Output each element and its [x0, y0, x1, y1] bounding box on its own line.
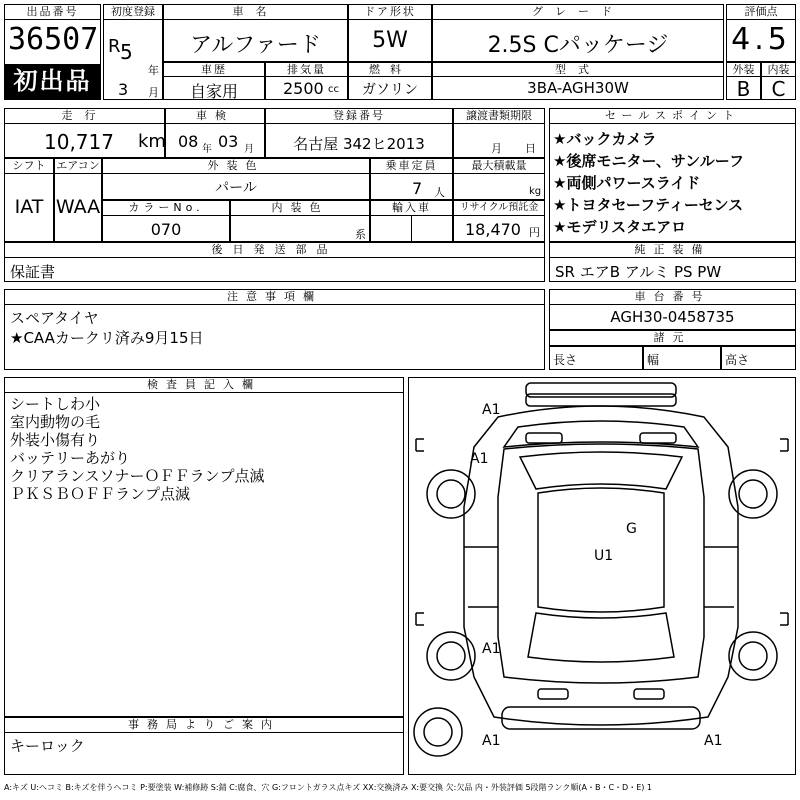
tail-light-right — [634, 689, 664, 699]
footer-legend: A:キズ U:ヘコミ B:キズを伴うヘコミ P:要塗装 W:補修跡 S:錆 C:腐食、穴 G:フロントガラス点キズ XX:交換済み X:要交換 欠:欠品 内・外装評価 5段階ランク順(A・B・C・D・E) 1 — [4, 783, 653, 792]
mark-rear-left: A1 — [482, 641, 501, 657]
door: 5W — [372, 28, 408, 53]
later-parts: 保証書 — [10, 263, 56, 281]
reg-month: 3 — [118, 80, 129, 99]
height-label: 高さ — [725, 353, 750, 367]
inspection-month: 03 — [218, 132, 239, 151]
spare-tire — [414, 708, 462, 756]
office-label: 事務局よりご案内 — [4, 717, 404, 733]
fuel: ガソリン — [362, 82, 418, 98]
shift-label: シフト — [4, 158, 54, 174]
reg-month-unit: 月 — [148, 86, 159, 99]
inspection-month-unit: 月 — [244, 144, 254, 155]
capacity: 7 — [412, 179, 423, 198]
inspection-year-unit: 年 — [202, 144, 212, 155]
sales-points-label: セールスポイント — [549, 108, 796, 124]
lot-number: 36507 — [8, 22, 99, 57]
displacement-label: 排気量 — [265, 62, 348, 77]
notes-line: スペアタイヤ — [10, 309, 99, 327]
mark-rear-bottom-right: A1 — [704, 733, 723, 749]
grade: 2.5S Cパッケージ — [487, 33, 669, 58]
displacement: 2500 — [283, 79, 324, 98]
equipment: SR エアB アルミ PS PW — [555, 263, 722, 281]
max-load-unit: kg — [529, 186, 542, 197]
wheel-rear-right-inner — [739, 642, 767, 670]
inspector-line: ＰＫＳＢＯＦＦランプ点滅 — [10, 485, 191, 503]
inspector-line: シートしわ小 — [10, 395, 101, 413]
max-load-label: 最大積載量 — [453, 158, 545, 174]
grille-left — [526, 433, 562, 443]
windshield — [520, 452, 682, 489]
sales-point-item: ★両側パワースライド — [553, 174, 701, 192]
interior-score: C — [771, 77, 786, 101]
era: R — [108, 36, 121, 57]
car-name-label: 車名 — [163, 4, 348, 20]
rear-glass — [528, 613, 674, 662]
fuel-label: 燃料 — [348, 62, 432, 77]
inspector-line: 室内動物の毛 — [10, 413, 101, 431]
color-no-label: カラーNo. — [102, 200, 230, 216]
mark-center: U1 — [594, 548, 614, 564]
notes-line: ★CAAカークリ済み9月15日 — [10, 329, 204, 347]
sales-point-item: ★トヨタセーフティーセンス — [553, 196, 744, 214]
spare-tire-inner — [424, 718, 452, 746]
history: 自家用 — [189, 82, 238, 101]
mark-front-left: A1 — [470, 451, 489, 467]
bracket-right — [780, 613, 788, 625]
grade-label: グレード — [432, 4, 724, 20]
transfer-month-unit: 月 — [491, 142, 502, 155]
door-label: ドア形状 — [348, 4, 432, 20]
dims-label: 諸元 — [549, 330, 796, 346]
first-listing-badge: 初出品 — [5, 64, 100, 99]
grille-right — [640, 433, 676, 443]
mileage-unit: km — [138, 131, 166, 152]
wheel-front-left-inner — [437, 480, 465, 508]
import-divider — [411, 216, 412, 242]
ac: WAA — [55, 196, 101, 218]
tail-light-left — [538, 689, 568, 699]
inspector-line: 外装小傷有り — [10, 431, 101, 449]
wheel-front-right-inner — [739, 480, 767, 508]
wheel-front-left — [427, 470, 475, 518]
equipment-label: 純正装備 — [549, 242, 796, 258]
score-label: 評価点 — [726, 4, 796, 20]
reg-number: 名古屋 342ヒ2013 — [293, 135, 425, 153]
exterior-score: B — [736, 77, 751, 101]
inspector-line: クリアランスソナーＯＦＦランプ点滅 — [10, 467, 265, 485]
wheel-rear-left — [427, 632, 475, 680]
inspector-label: 検査員記入欄 — [4, 377, 404, 393]
recycle: 18,470 — [465, 220, 521, 239]
bracket-left — [416, 613, 424, 625]
mirror-right — [780, 439, 788, 451]
front-bumper-lower — [526, 394, 676, 406]
displacement-unit: cc — [328, 84, 339, 95]
car-diagram — [408, 377, 796, 775]
transfer-label: 譲渡書類期限 — [453, 108, 545, 124]
length-label: 長さ — [553, 353, 578, 367]
reg-year-unit: 年 — [148, 64, 159, 77]
shift: IAT — [14, 196, 44, 218]
model: 3BA-AGH30W — [527, 79, 629, 97]
mileage-label: 走行 — [4, 108, 165, 124]
reg-number-label: 登録番号 — [265, 108, 453, 124]
sales-point-item: ★後席モニター、サンルーフ — [553, 152, 744, 170]
ext-color-label: 外装色 — [102, 158, 370, 174]
capacity-label: 乗車定員 — [370, 158, 453, 174]
recycle-unit: 円 — [529, 226, 540, 239]
notes-label: 注意事項欄 — [4, 289, 545, 305]
wheel-rear-left-inner — [437, 642, 465, 670]
score: 4.5 — [731, 22, 791, 57]
mark-front-bumper: A1 — [482, 402, 501, 418]
mark-rear-bottom-left: A1 — [482, 733, 501, 749]
model-label: 型式 — [432, 62, 724, 77]
mark-roof: G — [626, 521, 637, 537]
exterior-label: 外装 — [726, 62, 761, 77]
recycle-label: リサイクル預託金 — [453, 200, 545, 216]
car-name: アルファード — [190, 33, 321, 58]
history-label: 車歴 — [163, 62, 265, 77]
mileage: 10,717 — [44, 130, 114, 154]
front-bumper-upper — [526, 383, 676, 397]
lot-number-label: 出品番号 — [4, 4, 101, 20]
int-color-label: 内装色 — [230, 200, 370, 216]
ac-label: エアコン — [54, 158, 102, 174]
inspection-label: 車検 — [165, 108, 265, 124]
width-label: 幅 — [647, 353, 660, 367]
import-label: 輸入車 — [370, 200, 453, 216]
transfer-day-unit: 日 — [525, 142, 536, 155]
capacity-unit: 人 — [434, 186, 445, 199]
later-parts-label: 後日発送部品 — [4, 242, 545, 258]
interior-label: 内装 — [761, 62, 796, 77]
first-registration-label: 初度登録 — [103, 4, 163, 20]
office-note: キーロック — [10, 737, 85, 755]
chassis-number: AGH30-0458735 — [610, 308, 735, 326]
inspection-year: 08 — [178, 132, 199, 151]
ext-color: パール — [215, 180, 257, 196]
sales-point-item: ★バックカメラ — [553, 130, 657, 148]
int-color-unit: 系 — [355, 228, 366, 241]
sales-point-item: ★モデリスタエアロ — [553, 218, 687, 236]
mirror-left — [416, 439, 424, 451]
color-no: 070 — [150, 220, 182, 239]
inspector-line: バッテリーあがり — [10, 449, 131, 467]
wheel-rear-right — [729, 632, 777, 680]
reg-year: 5 — [120, 40, 133, 64]
chassis-label: 車台番号 — [549, 289, 796, 305]
